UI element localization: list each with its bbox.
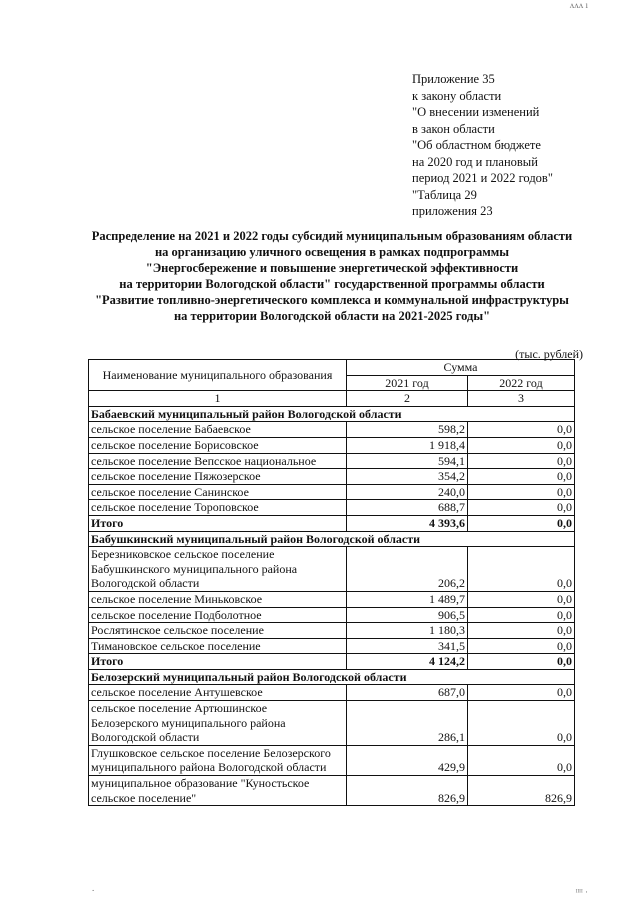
- title-line: "Развитие топливно-энергетического комплекса и коммунальной инфраструктуры: [95, 293, 569, 307]
- table-row: [89, 745, 575, 775]
- value-2021-cell: 826,9: [347, 776, 468, 806]
- total-row: [89, 654, 575, 670]
- value-2021-cell: 906,5: [347, 607, 468, 623]
- municipality-name-cell: [89, 776, 347, 806]
- table-row: [89, 484, 575, 500]
- table-row: [89, 437, 575, 453]
- column-number-1: 1: [89, 391, 347, 407]
- value-2021-cell: 341,5: [347, 638, 468, 654]
- municipality-name-line: сельское поселение Бабаевское: [91, 422, 251, 437]
- municipality-name-line: Глушковское сельское поселение Белозерского: [91, 745, 331, 760]
- value-2021-cell: 594,1: [347, 453, 468, 469]
- value-2022-cell: 0,0: [468, 701, 575, 746]
- value-2022-cell: 0,0: [468, 745, 575, 775]
- units-label: (тыс. рублей): [515, 347, 583, 361]
- municipality-name-line: сельское поселение Санинское: [91, 484, 249, 499]
- municipality-name-line: сельское поселение Вепсское национальное: [91, 453, 317, 468]
- header-year-2021: 2021 год: [347, 375, 468, 391]
- value-2022-cell: 0,0: [468, 453, 575, 469]
- value-2021-cell: 206,2: [347, 547, 468, 592]
- municipality-name-line: муниципальное образование "Куностьское: [91, 776, 310, 791]
- subsidy-distribution-table: [88, 359, 575, 806]
- total-row: [89, 515, 575, 531]
- table-row: [89, 701, 575, 746]
- page-corner-mark: ᴧᴧᴧ ı: [569, 0, 588, 10]
- annex-line: "О внесении изменений: [412, 105, 540, 119]
- value-2021-cell: 598,2: [347, 422, 468, 438]
- header-sum-cell: Сумма: [347, 360, 575, 376]
- municipality-name-cell: [89, 422, 347, 438]
- municipality-name-line: сельское поселение Подболотное: [91, 607, 262, 622]
- municipality-name-line: сельское поселение Миньковское: [91, 591, 263, 606]
- value-2021-cell: 1 489,7: [347, 591, 468, 607]
- value-2022-cell: 0,0: [468, 547, 575, 592]
- table-row: [89, 422, 575, 438]
- municipality-name-line: сельское поселение Антушевское: [91, 685, 263, 700]
- total-label-cell: Итого: [89, 515, 347, 531]
- annex-line: "Таблица 29: [412, 187, 477, 202]
- header-year-2022: 2022 год: [468, 375, 575, 391]
- municipality-name-cell: [89, 547, 347, 592]
- annex-line: в закон области: [412, 121, 495, 136]
- value-2022-cell: 0,0: [468, 437, 575, 453]
- table-row: [89, 607, 575, 623]
- municipality-name-line: Вологодской области: [91, 730, 200, 745]
- value-2021-cell: 1 918,4: [347, 437, 468, 453]
- document-title: [86, 228, 578, 324]
- annex-line: к закону области: [412, 88, 502, 103]
- municipality-name-line: Белозерского муниципального района: [91, 715, 286, 730]
- table-row: [89, 623, 575, 639]
- municipality-name-line: сельское поселение": [91, 790, 197, 805]
- value-2022-cell: 0,0: [468, 469, 575, 485]
- header-name-cell: Наименование муниципального образования: [89, 360, 347, 391]
- total-label-cell: Итого: [89, 654, 347, 670]
- column-number-2: 2: [347, 391, 468, 407]
- value-2021-cell: 286,1: [347, 701, 468, 746]
- table-row: [89, 469, 575, 485]
- value-2021-cell: 687,0: [347, 685, 468, 701]
- table-row: [89, 547, 575, 592]
- total-2022-cell: 0,0: [468, 515, 575, 531]
- table-row: [89, 776, 575, 806]
- value-2022-cell: 826,9: [468, 776, 575, 806]
- municipality-name-line: Тимановское сельское поселение: [91, 638, 261, 653]
- value-2022-cell: 0,0: [468, 500, 575, 516]
- value-2022-cell: 0,0: [468, 623, 575, 639]
- title-line: "Энергосбережение и повышение энергетической эффективности: [145, 261, 519, 275]
- header-numbers-row: [89, 391, 575, 407]
- value-2021-cell: 1 180,3: [347, 623, 468, 639]
- municipality-name-line: Рослятинское сельское поселение: [91, 623, 264, 638]
- municipality-name-cell: [89, 638, 347, 654]
- title-line: на территории Вологодской области" государственной программы области: [119, 277, 545, 291]
- district-row: [89, 406, 575, 422]
- municipality-name-cell: [89, 500, 347, 516]
- district-row: [89, 531, 575, 547]
- municipality-name-cell: [89, 453, 347, 469]
- annex-line: "Об областном бюджете: [412, 138, 541, 152]
- municipality-name-line: сельское поселение Тороповское: [91, 500, 259, 515]
- value-2021-cell: 688,7: [347, 500, 468, 516]
- value-2021-cell: 354,2: [347, 469, 468, 485]
- scan-dot: .: [92, 883, 95, 893]
- header-row: [89, 360, 575, 376]
- municipality-name-cell: [89, 623, 347, 639]
- value-2021-cell: 240,0: [347, 484, 468, 500]
- municipality-name-line: Вологодской области: [91, 576, 200, 591]
- value-2022-cell: 0,0: [468, 607, 575, 623]
- table-row: [89, 685, 575, 701]
- title-line: Распределение на 2021 и 2022 годы субсидий муниципальным образованиям области: [91, 229, 573, 243]
- district-row: [89, 669, 575, 685]
- total-2021-cell: 4 124,2: [347, 654, 468, 670]
- district-name-cell: Белозерский муниципальный район Вологодской области: [89, 669, 575, 685]
- table-row: [89, 453, 575, 469]
- value-2022-cell: 0,0: [468, 638, 575, 654]
- annex-line: Приложение 35: [412, 72, 495, 86]
- table-row: [89, 638, 575, 654]
- annex-reference: [412, 71, 553, 220]
- annex-line: период 2021 и 2022 годов": [412, 171, 553, 185]
- annex-line: на 2020 год и плановый: [412, 154, 538, 169]
- municipality-name-cell: [89, 607, 347, 623]
- municipality-name-cell: [89, 484, 347, 500]
- municipality-name-cell: [89, 437, 347, 453]
- value-2021-cell: 429,9: [347, 745, 468, 775]
- municipality-name-cell: [89, 469, 347, 485]
- value-2022-cell: 0,0: [468, 484, 575, 500]
- district-name-cell: Бабаевский муниципальный район Вологодской области: [89, 406, 575, 422]
- column-number-3: 3: [468, 391, 575, 407]
- municipality-name-line: Березниковское сельское поселение: [91, 547, 275, 562]
- value-2022-cell: 0,0: [468, 685, 575, 701]
- municipality-name-cell: [89, 701, 347, 746]
- district-name-cell: Бабушкинский муниципальный район Вологодской области: [89, 531, 575, 547]
- table-row: [89, 500, 575, 516]
- municipality-name-cell: [89, 685, 347, 701]
- municipality-name-line: муниципального района Вологодской области: [91, 760, 327, 775]
- municipality-name-line: сельское поселение Пяжозерское: [91, 469, 261, 484]
- municipality-name-cell: [89, 591, 347, 607]
- municipality-name-line: сельское поселение Артюшинское: [91, 701, 268, 716]
- value-2022-cell: 0,0: [468, 591, 575, 607]
- municipality-name-line: Бабушкинского муниципального района: [91, 561, 298, 576]
- page-corner-mark-bottom: ᴵᴵᴵᴵ ·: [575, 887, 588, 897]
- title-line: на организацию уличного освещения в рамках подпрограммы: [154, 245, 510, 259]
- municipality-name-cell: [89, 745, 347, 775]
- table-row: [89, 591, 575, 607]
- annex-line: приложения 23: [412, 204, 493, 218]
- total-2022-cell: 0,0: [468, 654, 575, 670]
- value-2022-cell: 0,0: [468, 422, 575, 438]
- title-line: на территории Вологодской области на 2021-2025 годы": [173, 309, 491, 323]
- total-2021-cell: 4 393,6: [347, 515, 468, 531]
- municipality-name-line: сельское поселение Борисовское: [91, 437, 259, 452]
